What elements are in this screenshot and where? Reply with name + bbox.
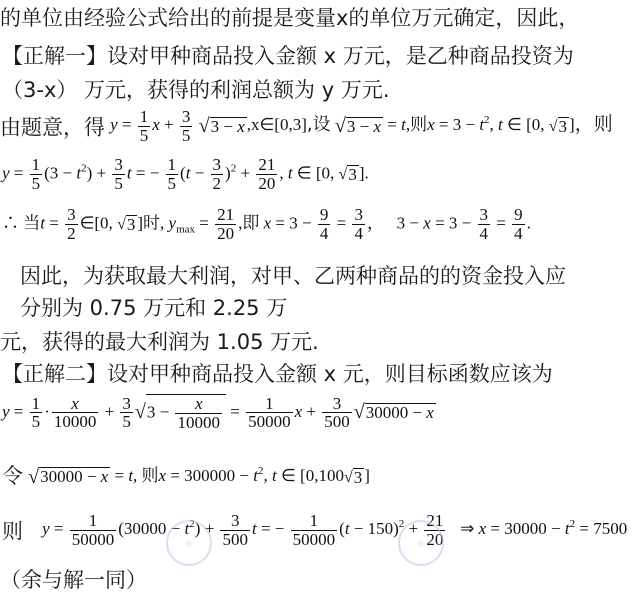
footer-note: （余与解一同）	[0, 568, 147, 592]
watermark-stamp-left: ◎	[166, 520, 212, 566]
eq6-prefix: 则	[2, 519, 23, 544]
solution-two-line	[2, 358, 553, 388]
conclusion-line-3: 元，获得的最大利润为 1.05 万元.	[0, 330, 319, 354]
equation-line-2: y = $\frac{1}{5}$ $(3 - t^2)$ + $\frac{3}{5}$ t = − $\frac{1}{5}$ (t − $\frac{3}{2}$ )$^2$ + $\frac{21}{20}$ , t ∈ [0, √3 ].	[2, 155, 369, 193]
conclusion-line-2: 分别为 0.75 万元和 2.25 万	[20, 296, 288, 320]
text-line-intro: 的单位由经验公式给出的前提是变量x的单位万元确定，因此，	[0, 6, 580, 30]
equation-line-3: ∴ 当t = $\frac{3}{2}$ ∈[0, √3 ]时, $y_{max}$ = $\frac{21}{20}$ ,即 x = 3 − $\frac{9}{4}$ = $\frac{3}{4}$ ， 3 − x = 3 − $\frac{3}{4}$ = $\frac{9}{4}$ .	[2, 205, 531, 243]
eq1-domain: ,x∈[0,3]	[246, 115, 307, 135]
solution-one-text: 设对甲种商品投入金额 x 万元，是乙种商品投资为	[107, 44, 574, 68]
eq1-let: ,设	[306, 114, 331, 136]
equation-line-4: y = $\frac{1}{5}$ · $\frac{x}{10000}$ + $\frac{3}{5}$ √3 − $\frac{x}{10000}$ = $\frac{1}{50000}$ x + $\frac{3}{500}$ √30000 − x	[2, 393, 434, 432]
eq1-formula: y = $\frac{1}{5}$ x + $\frac{3}{5}$ √3 − x ,x∈[0,3],设 √3 − x = t,则$x = 3 - t^2$, t ∈ [0, √3 ]，则	[110, 107, 613, 145]
solution-one-line	[2, 40, 574, 70]
eq5-prefix: 令	[2, 464, 23, 488]
conclusion-line-1: 因此，为获取最大利润，对甲、乙两种商品的的资金投入应	[20, 264, 566, 288]
equation-line-6: 则 y = $\frac{1}{50000}$ $(30000 - t^2)$ + $\frac{3}{500}$ t = − $\frac{1}{50000}$ $(t - 150)^2$ + $\frac{21}{20}$ ⇒ $x = 30000 - t^2 = 7500$	[2, 511, 628, 549]
eq1-prefix: 由题意，得	[0, 115, 105, 140]
equation-line-5: 令 √30000 − x = t, 则$x = 300000 - t^2$, t ∈ [0,100√3 ]	[2, 464, 370, 488]
solution-two-tag: 【正解二】	[2, 362, 107, 386]
solution-one-line-b: （3-x） 万元，获得的利润总额为 y 万元.	[2, 78, 390, 102]
watermark-stamp-right: ◎	[398, 520, 444, 566]
solution-one-tag: 【正解一】	[2, 44, 107, 68]
solution-two-text: 设对甲种商品投入金额 x 元，则目标函数应该为	[107, 362, 553, 386]
equation-line-1	[0, 108, 613, 152]
